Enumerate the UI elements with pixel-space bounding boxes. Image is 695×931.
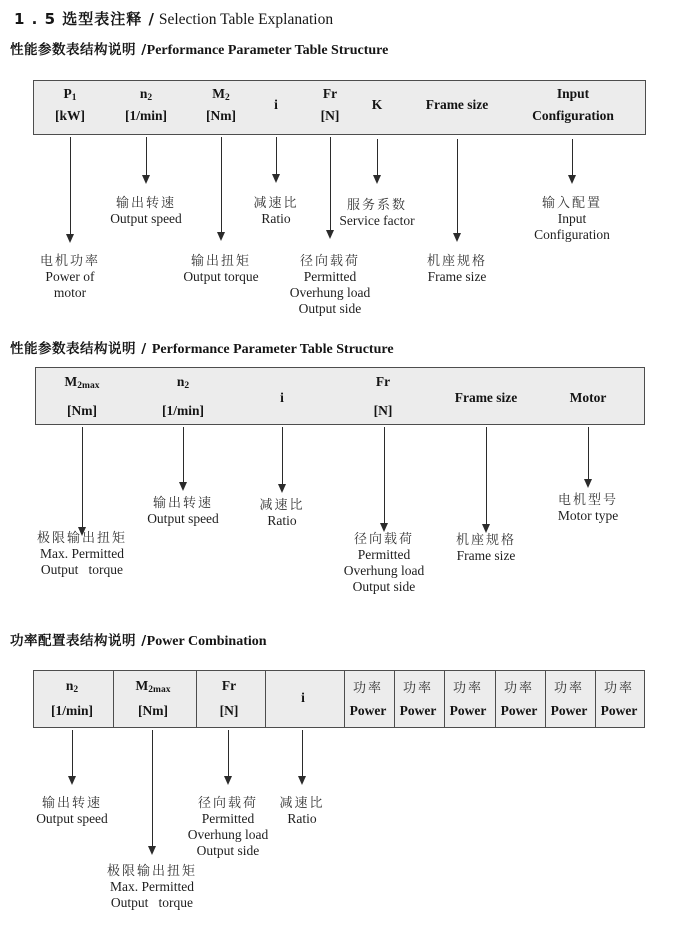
down-arrow-input bbox=[572, 139, 573, 175]
table1-col-m2-unit: [Nm] bbox=[206, 108, 236, 123]
table3-col-fr: Fr bbox=[221, 678, 237, 693]
table3-col-n2-unit: [1/min] bbox=[51, 703, 93, 718]
table2-col-frame-size: Frame size bbox=[454, 390, 518, 405]
page-title bbox=[14, 8, 333, 29]
table2-col-n2-unit: [1/min] bbox=[162, 403, 204, 418]
down-arrow-k bbox=[377, 139, 378, 175]
table2-col-fr-unit: [N] bbox=[373, 403, 393, 418]
down-arrow-m2max bbox=[152, 730, 153, 846]
section3-heading-zh: 功率配置表结构说明 / bbox=[10, 633, 147, 649]
label-input-configuration: 输入配置 Input Configuration bbox=[534, 196, 610, 242]
section2-heading-zh: 性能参数表结构说明 / bbox=[10, 341, 152, 357]
table1-col-n2: $n_2$ bbox=[139, 86, 153, 103]
table1-col-n2-unit: [1/min] bbox=[125, 108, 167, 123]
table3-col-power6-zh: 功率 bbox=[603, 681, 635, 696]
label-max-output-torque: 极限输出扭矩 Max. Permitted Output torque bbox=[106, 864, 198, 910]
table2-col-m2max: $M_{2max}$ bbox=[64, 374, 100, 391]
column-divider bbox=[394, 671, 395, 727]
table3-col-m2max-unit: [Nm] bbox=[138, 703, 168, 718]
table1-col-fr-unit: [N] bbox=[320, 108, 340, 123]
section3-heading-en: Power Combination bbox=[146, 634, 267, 649]
label-overhung-load: 径向载荷 Permitted Overhung load Output side bbox=[187, 796, 269, 858]
down-arrow-n2 bbox=[146, 137, 147, 175]
label-frame-size: 机座规格 Frame size bbox=[426, 254, 488, 284]
table3-col-m2max: $M_{2max}$ bbox=[135, 678, 171, 695]
column-divider bbox=[113, 671, 114, 727]
down-arrow-i bbox=[276, 137, 277, 174]
table1-col-m2: $M_2$ bbox=[212, 86, 230, 103]
table3-col-fr-unit: [N] bbox=[219, 703, 239, 718]
table1-col-frame-size: Frame size bbox=[425, 97, 489, 112]
label-power-of-motor: 电机功率 Power of motor bbox=[39, 254, 101, 300]
table3-col-power2-en: Power bbox=[399, 703, 437, 718]
table3-col-power1-en: Power bbox=[349, 703, 387, 718]
label-output-speed: 输出转速 Output speed bbox=[36, 796, 108, 826]
table1-col-fr: Fr bbox=[322, 86, 338, 101]
table1-col-k: K bbox=[371, 97, 383, 112]
table2-col-m2max-unit: [Nm] bbox=[67, 403, 97, 418]
down-arrow-frame-size bbox=[486, 427, 487, 524]
table1-col-i: i bbox=[274, 97, 278, 112]
table3-col-power5-zh: 功率 bbox=[553, 681, 585, 696]
table3-col-power4-zh: 功率 bbox=[503, 681, 535, 696]
section3-heading bbox=[10, 629, 267, 650]
section1-heading bbox=[10, 38, 388, 59]
table3-col-power2-zh: 功率 bbox=[402, 681, 434, 696]
down-arrow-p1 bbox=[70, 137, 71, 234]
label-motor-type: 电机型号 Motor type bbox=[557, 493, 619, 523]
label-ratio: 减速比 Ratio bbox=[253, 196, 299, 226]
column-divider bbox=[344, 671, 345, 727]
column-divider bbox=[595, 671, 596, 727]
table3-col-power1-zh: 功率 bbox=[352, 681, 384, 696]
page-title-zh: 1 . 5 选型表注释 / bbox=[14, 10, 155, 28]
table2-col-fr: Fr bbox=[375, 374, 391, 389]
down-arrow-m2 bbox=[221, 137, 222, 232]
table2-col-motor: Motor bbox=[569, 390, 607, 405]
page-title-en: Selection Table Explanation bbox=[154, 11, 334, 28]
section1-heading-en: Performance Parameter Table Structure bbox=[146, 43, 389, 58]
label-max-output-torque: 极限输出扭矩 Max. Permitted Output torque bbox=[36, 531, 128, 577]
down-arrow-m2max bbox=[82, 427, 83, 527]
column-divider bbox=[196, 671, 197, 727]
down-arrow-i bbox=[282, 427, 283, 484]
label-overhung-load: 径向载荷 Permitted Overhung load Output side bbox=[343, 532, 425, 594]
down-arrow-n2 bbox=[183, 427, 184, 482]
down-arrow-fr bbox=[330, 137, 331, 230]
label-output-speed: 输出转速 Output speed bbox=[147, 496, 219, 526]
label-overhung-load: 径向载荷 Permitted Overhung load Output side bbox=[289, 254, 371, 316]
table2-col-i: i bbox=[280, 390, 284, 405]
table1-col-input-config: Configuration bbox=[532, 108, 614, 123]
down-arrow-motor bbox=[588, 427, 589, 479]
down-arrow-i bbox=[302, 730, 303, 776]
column-divider bbox=[545, 671, 546, 727]
down-arrow-frame-size bbox=[457, 139, 458, 233]
table1-col-p1: $P_1$ bbox=[63, 86, 77, 103]
table1-col-input: Input bbox=[556, 86, 590, 101]
table3-col-power6-en: Power bbox=[600, 703, 638, 718]
table3-col-power3-zh: 功率 bbox=[452, 681, 484, 696]
label-ratio: 减速比 Ratio bbox=[279, 796, 325, 826]
down-arrow-fr bbox=[228, 730, 229, 776]
table3-col-power4-en: Power bbox=[500, 703, 538, 718]
table3-col-n2: $n_2$ bbox=[65, 678, 79, 695]
column-divider bbox=[495, 671, 496, 727]
down-arrow-fr bbox=[384, 427, 385, 523]
label-frame-size: 机座规格 Frame size bbox=[455, 533, 517, 563]
table3-col-power5-en: Power bbox=[550, 703, 588, 718]
label-output-torque: 输出扭矩 Output torque bbox=[183, 254, 259, 284]
column-divider bbox=[265, 671, 266, 727]
section1-heading-zh: 性能参数表结构说明 / bbox=[10, 42, 147, 58]
section2-heading-en: Performance Parameter Table Structure bbox=[151, 342, 394, 357]
table2-performance-header bbox=[35, 367, 645, 425]
label-service-factor: 服务系数 Service factor bbox=[339, 198, 415, 228]
section2-heading bbox=[10, 337, 394, 358]
table1-col-p1-unit: [kW] bbox=[55, 108, 85, 123]
label-ratio: 减速比 Ratio bbox=[259, 498, 305, 528]
table2-col-n2: $n_2$ bbox=[176, 374, 190, 391]
table3-col-i: i bbox=[301, 690, 305, 705]
label-output-speed: 输出转速 Output speed bbox=[110, 196, 182, 226]
table3-col-power3-en: Power bbox=[449, 703, 487, 718]
down-arrow-n2 bbox=[72, 730, 73, 776]
column-divider bbox=[444, 671, 445, 727]
